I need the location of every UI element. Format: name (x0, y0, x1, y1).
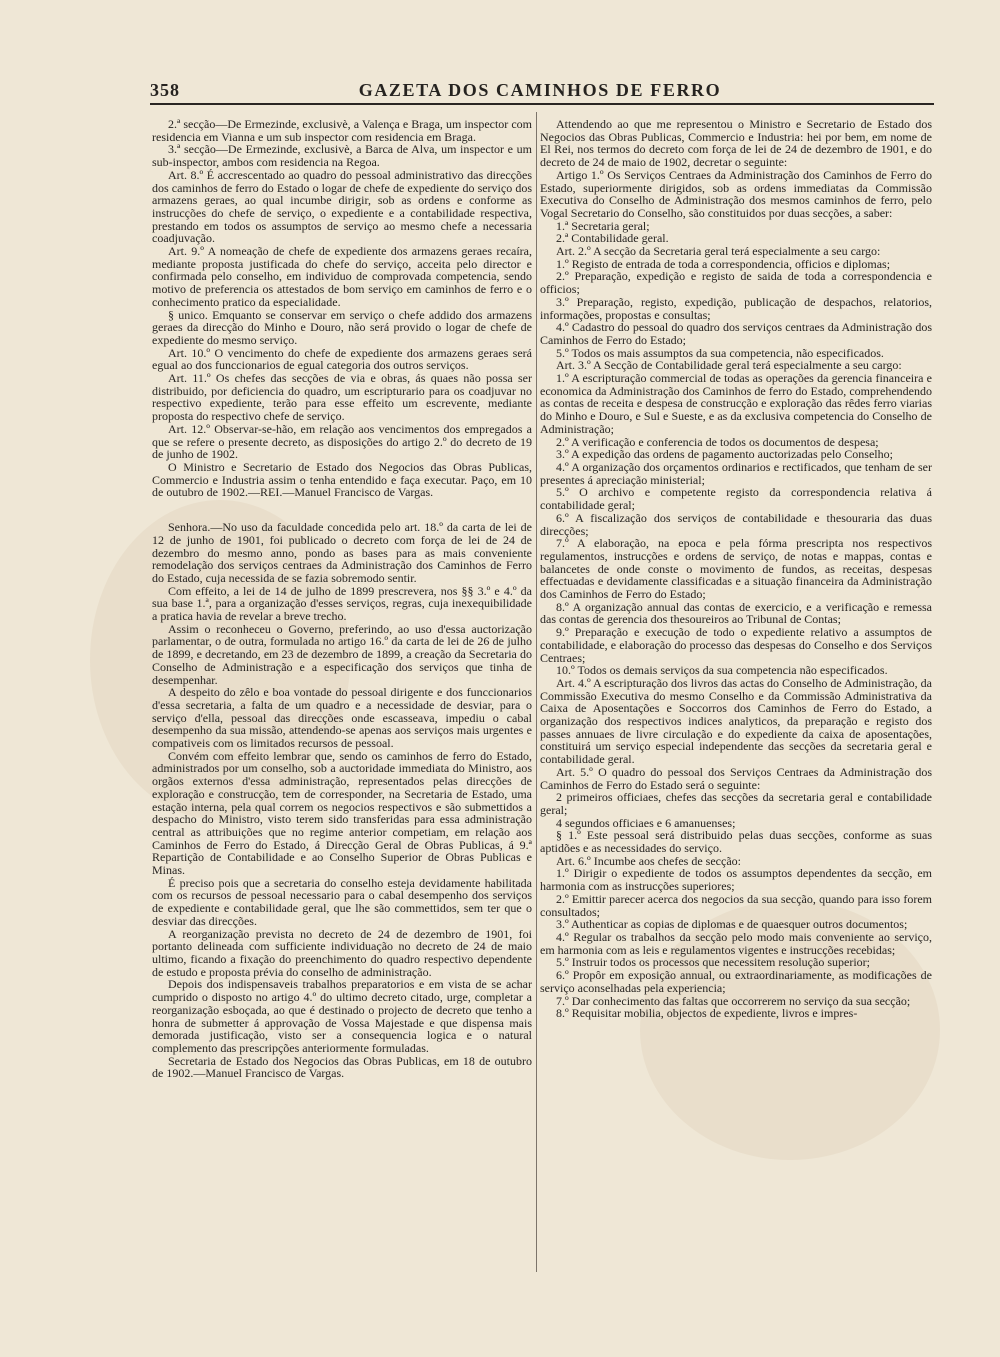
publication-title: GAZETA DOS CAMINHOS DE FERRO (358, 80, 722, 100)
paragraph: 2.º A verificação e conferencia de todos os documentos de despesa; (556, 434, 879, 449)
paragraph: 9.º Preparação e execução de todo o expediente relativo a assumptos de contabilidade, e elaboração do processo das despesas do Conselho e dos Serviços Centraes; (540, 625, 932, 665)
paragraph: 1.º Registo de entrada de toda a correspondencia, officios e diplomas; (556, 256, 891, 271)
paragraph: 5.º Todos os mais assumptos da sua competencia, não especificados. (556, 345, 884, 360)
report-signature-paragraph: Secretaria de Estado dos Negocios das Obras Publicas, em 18 de outubro de 1902.—Manuel Francisco de Vargas. (152, 1053, 532, 1081)
paragraph: 8.º Requisitar mobilia, objectos de expediente, livros e impres- (556, 1006, 858, 1021)
paragraph: § 1.º Este pessoal será distribuido pelas duas secções, conforme as suas aptidões e as necessidades do serviço. (540, 828, 932, 856)
paragraph: Artigo 1.º Os Serviços Centraes da Administração dos Caminhos de Ferro do Estado, superiormente dirigidos, sob as ordens immediatas da Commissão Executiva do Conselho de Administração dos mesmos caminhos de ferro, pelo Vogal Secretario do Conselho, são constituidos por duas secções, a saber: (540, 167, 932, 220)
paragraph: 5.º Instruir todos os processos que necessitem resolução superior; (556, 955, 870, 970)
paragraph: 6.º Propôr em exposição annual, ou extraordinariamente, as modificações de serviço aconselhadas pela experiencia; (540, 968, 932, 995)
paragraph: 10.º Todos os demais serviços da sua competencia não especificados. (556, 663, 888, 678)
paragraph: 2.º Emittir parecer acerca dos negocios da sua secção, quando para isso forem consultados; (540, 891, 932, 919)
paragraph: Art. 6.º Incumbe aos chefes de secção: (556, 853, 741, 868)
paragraph: 7.º A elaboração, na epoca e pela fórma prescripta nos respectivos regulamentos, instrucções e ordens de serviço, de notas e mappas, contas e balancetes de onde conste o movimento de fundos, as receitas, despesas effectuadas e devidamente classificadas e a situação financeira da Administração dos Caminhos de Ferro do Estado; (540, 536, 932, 602)
paragraph: 1.ª Secretaria geral; (556, 218, 650, 233)
paragraph: Art. 9.º A nomeação de chefe de expediente dos armazens geraes recaíra, mediante proposta justificada do chefe do serviço, acceita pelo director e confirmada pelo conselho, em individuo de comprovada competencia, sendo motivo de preferencia os attestados de bom serviço em caminhos de ferro e o conhecimento pratico da especialidade. (152, 244, 532, 309)
column-divider (536, 112, 537, 1272)
paragraph: Com effeito, a lei de 14 de julho de 1899 prescrevera, nos §§ 3.º e 4.º da sua base 1.ª, para a organização d'esses serviços, regras, cuja inexequibilidade a pratica havia de revelar a breve trecho. (152, 583, 532, 624)
paragraph: Art. 8.º É accrescentado ao quadro do pessoal administrativo das direcções dos caminhos de ferro do Estado o logar de chefe de expediente do serviço dos armazens geraes, ao qual incumbe dirigir, sob as ordens e conforme as instrucções do chefe de serviço, o expediente e a contabilidade respectiva, prestando em todos os assumptos de serviço ao mesmo chefe a necessaria coadjuvação. (152, 167, 532, 246)
paragraph: 2 primeiros officiaes, chefes das secções da secretaria geral e contabilidade geral; (540, 790, 932, 817)
paragraph: Art. 11.º Os chefes das secções de via e obras, ás quaes não possa ser distribuido, por deficiencia do quadro, um escripturario para os coadjuvar no respectivo expediente, terão para esse effeito um escrevente, mediante proposta do respectivo chefe de serviço. (152, 371, 532, 424)
report-section (152, 521, 532, 1080)
paragraph: Attendendo ao que me representou o Ministro e Secretario de Estado dos Negocios das Obras Publicas, Commercio e Industria: hei por bem, em nome de El Rei, nos termos do decreto com força de lei de 24 de dezembro de 1901, e do decreto de 24 de maio de 1902, decretar o seguinte: (540, 118, 932, 170)
paragraph: Art. 2.º A secção da Secretaria geral terá especialmente a seu cargo: (556, 244, 881, 259)
paragraph: 1.º Dirigir o expediente de todos os assumptos dependentes da secção, em harmonia com as instrucções superiores; (540, 866, 932, 894)
paragraph: Art. 12.º Observar-se-hão, em relação aos vencimentos dos empregados a que se refere o presente decreto, as disposições do artigo 2.º do decreto de 19 de junho de 1902. (152, 421, 532, 462)
paragraph: § unico. Emquanto se conservar em serviço o chefe addido dos armazens geraes da direcção do Minho e Douro, não será provido o logar de chefe de expediente do mesmo serviço. (152, 307, 532, 347)
paragraph: 4.º Regular os trabalhos da secção pelo modo mais conveniente ao serviço, em harmonia com as leis e regulamentos vigentes e instrucções recebidas; (540, 930, 932, 957)
paragraph: 2.ª secção—De Ermezinde, exclusivè, a Valença e Braga, um inspector com residencia em Vianna e um sub inspector com residencia em Braga. (152, 118, 532, 144)
header-rule (150, 103, 934, 105)
paragraph: 1.º A escripturação commercial de todas as operações da gerencia financeira e economica da Administração dos Caminhos de ferro do Estado, comprehendendo as contas de receita e despesa de construcção e exploração das rêdes ferro viarias do Minho e Douro, e Sul e Sueste, e as da exclusiva competencia do Conselho de Administração; (540, 371, 932, 436)
paragraph: 5.º O archivo e competente registo da correspondencia relativa á contabilidade geral; (540, 485, 932, 513)
left-column (152, 118, 532, 1268)
paragraph: 6.º A fiscalização dos serviços de contabilidade e thesouraria das duas direcções; (540, 510, 932, 538)
paragraph: Art. 4.º A escripturação dos livros das actas do Conselho de Administração, da Commissão Executiva do mesmo Conselho e da Commissão Administrativa da Caixa de Aposentações e Soccorros dos Caminhos de Ferro do Estado, a organização dos respectivos indices analyticos, da preparação e registo dos passes annuaes de livre circulação e do expediente da caixa de aposentações, constituirá um serviço especial independente das secções da secretaria geral e contabilidade geral. (540, 675, 932, 767)
paragraph: 2.º Preparação, expedição e registo de saida de toda a correspondencia e officios; (540, 269, 932, 297)
paragraph: 4.º Cadastro do pessoal do quadro dos serviços centraes da Administração dos Caminhos de Ferro do Estado; (540, 320, 932, 347)
paragraph: É preciso pois que a secretaria do conselho esteja devidamente habilitada com os recursos de pessoal necessario para o cabal desempenho dos serviços de expediente e contabilidade geral, que lhe são commettidos, sem ter que o desviar das direcções. (152, 875, 532, 928)
paragraph: A despeito do zêlo e boa vontade do pessoal dirigente e dos funccionarios d'essa secretaria, a falta de um quadro e a necessidade de desviar, para o serviço d'ella, pessoal das direcções onde escasseava, impediu o cabal desempenho da sua missão, attendendo-se apenas aos serviços mais urgentes e compativeis com os limitados recursos de pessoal. (152, 685, 532, 751)
paragraph: 3.º Authenticar as copias de diplomas e de quaesquer outros documentos; (556, 917, 908, 932)
right-column (540, 118, 932, 1278)
paragraph: Assim o reconheceu o Governo, preferindo, ao uso d'essa auctorização parlamentar, o de outra, formulada no artigo 16.º da carta de lei de 26 de julho de 1899, e decretando, em 23 de dezembro de 1899, a creação da Secretaria do Conselho de Administração e a especificação dos serviços que tinha de desempenhar. (152, 621, 532, 687)
paragraph: 7.º Dar conhecimento das faltas que occorrerem no serviço da sua secção; (556, 993, 911, 1008)
paragraph: Depois dos indispensaveis trabalhos preparatorios e em vista de se achar cumprido o disposto no artigo 4.º do ultimo decreto citado, urge, completar a reorganização esboçada, ao que é destinado o projecto de decreto que tenho a honra de submetter á approvação de Vossa Majestade e que dispensa mais demorada justificação, visto ser a consequencia logica e o natural complemento das prescripções anteriormente formuladas. (152, 977, 532, 1055)
paragraph: 3.ª secção—De Ermezinde, exclusivè, a Barca de Alva, um inspector e um sub-inspector, ambos com residencia na Regoa. (152, 142, 532, 170)
paragraph: 3.º A expedição das ordens de pagamento auctorizadas pelo Conselho; (556, 447, 893, 462)
page-number: 358 (150, 80, 180, 100)
paragraph: 4.º A organização dos orçamentos ordinarios e rectificados, que tenham de ser presentes á apreciação ministerial; (540, 459, 932, 487)
paragraph: A reorganização prevista no decreto de 24 de dezembro de 1901, foi portanto delineada com sufficiente individuação no decreto de 24 de maio ultimo, ficando a fixação do preenchimento do quadro respectivo dependente de estudo e proposta prévia do conselho de administração. (152, 926, 532, 979)
paragraph: Convém com effeito lembrar que, sendo os caminhos de ferro do Estado, administrados por um conselho, sob a auctoridade immediata do Ministro, aos orgãos externos d'essa administração, representados pelas direcções de exploração e construcção, tem de corresponder, na Secretaria de Estado, uma estação interna, pela qual correm os negocios respectivos e são submettidos a despacho do Ministro, visto terem sido transferidas para essa administração central as attribuições que no regime anterior competiam, em relação aos Caminhos de Ferro do Estado, á Direcção Geral de Obras Publicas, á 9.ª Repartição de Contabilidade e ao Conselho Superior de Obras Publicas e Minas. (152, 748, 532, 878)
decree-end-section (152, 118, 532, 499)
paragraph: Art. 3.º A Secção de Contabilidade geral terá especialmente a seu cargo: (556, 358, 902, 373)
paragraph: Art. 5.º O quadro do pessoal dos Serviços Centraes da Administração dos Caminhos de Ferro do Estado será o seguinte: (540, 764, 932, 792)
paragraph: 8.º A organização annual das contas de exercicio, e a verificação e remessa das contas de gerencia dos thesoureiros ao Tribunal de Contas; (540, 599, 932, 627)
decree-signature-paragraph: O Ministro e Secretario de Estado dos Negocios das Obras Publicas, Commercio e Industria assim o tenha entendido e faça executar. Paço, em 10 de outubro de 1902.—REI.—Manuel Francisco de Vargas. (152, 459, 532, 500)
paragraph: Art. 10.º O vencimento do chefe de expediente dos armazens geraes será egual ao dos funccionarios de egual categoria dos outros serviços. (152, 345, 532, 373)
paragraph: 3.º Preparação, registo, expedição, publicação de despachos, relatorios, informações, propostas e consultas; (540, 294, 932, 322)
paragraph: Senhora.—No uso da faculdade concedida pelo art. 18.º da carta de lei de 12 de junho de 1901, foi publicado o decreto com força de lei de 24 de dezembro do mesmo anno, pondo as bases para as mais conveniente remodelação dos serviços centraes da Administração dos Caminhos de Ferro do Estado, cuja necessida de se fazia sobremodo sentir. (152, 520, 532, 585)
paragraph: 4 segundos officiaes e 6 amanuenses; (556, 815, 736, 830)
section-gap (152, 499, 532, 521)
paragraph: 2.ª Contabilidade geral. (556, 231, 669, 246)
